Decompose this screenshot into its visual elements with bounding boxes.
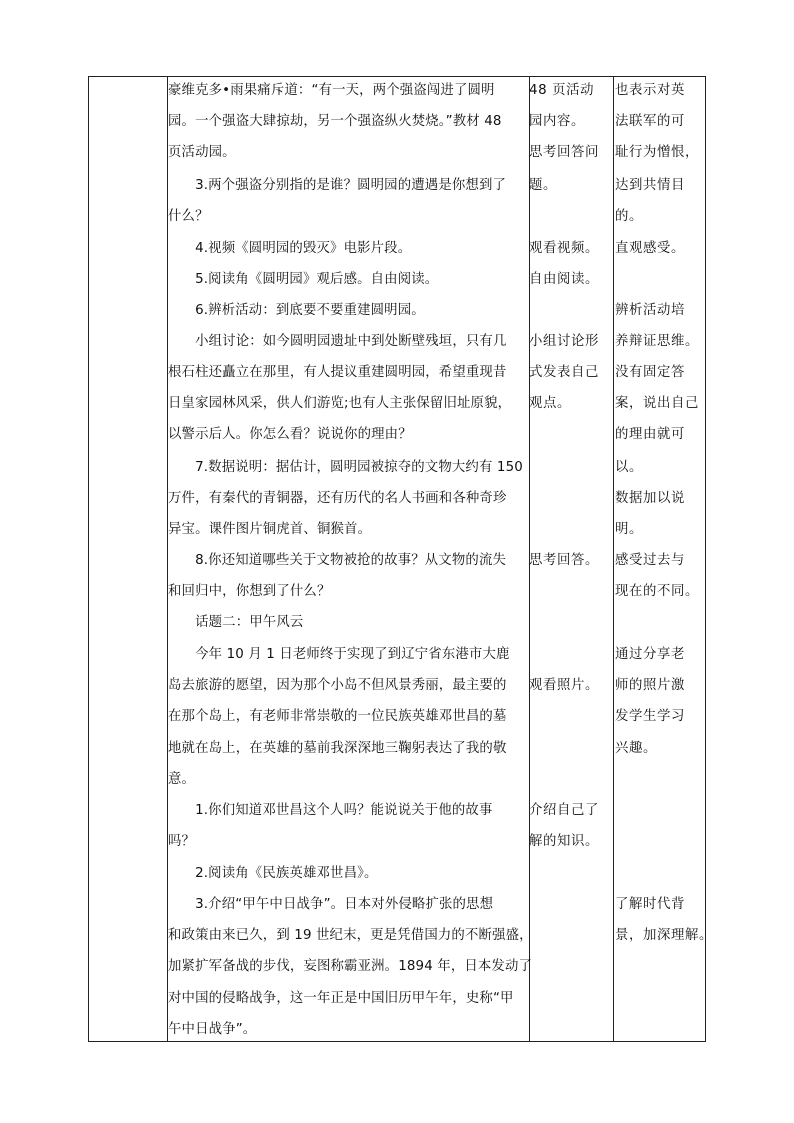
intent-line: 法联军的可	[615, 114, 685, 129]
content-line: 小组讨论：如今圆明园遗址中到处断壁残垣，只有几	[168, 334, 507, 349]
content-line: 岛去旅游的愿望，因为那个小岛不但风景秀丽，最主要的	[168, 678, 507, 693]
intent-line: 案，说出自己	[615, 396, 699, 411]
content-line: 在那个岛上，有老师非常崇敬的一位民族英雄邓世昌的墓	[168, 709, 507, 724]
intent-line: 没有固定答	[615, 365, 685, 380]
content-line: 吗？	[168, 834, 196, 849]
lesson-plan-table	[88, 76, 713, 1042]
intent-line: 数据加以说	[615, 491, 685, 506]
student-line: 观看视频。	[529, 241, 599, 256]
intent-line: 明。	[615, 522, 643, 537]
student-line: 小组讨论形	[529, 334, 599, 349]
intent-line: 了解时代背	[615, 897, 685, 912]
intent-line: 养辩证思维。	[615, 334, 699, 349]
student-activity-column	[529, 77, 607, 1041]
content-line: 园。一个强盗大肆掠劫，另一个强盗纵火焚烧。”教材 48	[168, 114, 502, 129]
content-line: 日皇家园林风采，供人们游览;也有人主张保留旧址原貌，	[168, 396, 512, 411]
student-line: 48 页活动	[529, 83, 595, 98]
content-line: 7.数据说明：据估计，圆明园被掠夺的文物大约有 150	[168, 460, 523, 475]
intent-line: 达到共情目	[615, 178, 685, 193]
content-line: 万件，有秦代的青铜器，还有历代的名人书画和各种奇珍	[168, 491, 507, 506]
teaching-content-column	[168, 77, 533, 1041]
content-line: 页活动园。	[168, 145, 236, 160]
content-line: 地就在岛上，在英雄的墓前我深深地三鞠躬表达了我的敬	[168, 741, 507, 756]
content-line: 1.你们知道邓世昌这个人吗？能说说关于他的故事	[168, 803, 493, 818]
design-intent-column	[615, 77, 713, 1041]
content-line: 5.阅读角《圆明园》观后感。自由阅读。	[168, 272, 439, 287]
student-line: 思考回答。	[529, 553, 599, 568]
student-line: 题。	[529, 178, 557, 193]
intent-line: 以。	[615, 460, 643, 475]
intent-line: 直观感受。	[615, 241, 685, 256]
intent-line: 景，加深理解。	[615, 928, 713, 943]
intent-line: 师的照片激	[615, 678, 685, 693]
content-line: 3.两个强盗分别指的是谁？圆明园的遭遇是你想到了	[168, 178, 507, 193]
content-line: 和回归中，你想到了什么？	[168, 584, 331, 599]
intent-line: 的理由就可	[615, 427, 685, 442]
student-line: 思考回答问	[529, 145, 599, 160]
intent-line: 现在的不同。	[615, 584, 699, 599]
content-line: 什么？	[168, 209, 209, 224]
content-line: 以警示后人。你怎么看？说说你的理由？	[168, 427, 412, 442]
student-line: 式发表自己	[529, 365, 599, 380]
intent-line: 兴趣。	[615, 741, 657, 756]
content-line: 8.你还知道哪些关于文物被抢的故事？从文物的流失	[168, 553, 507, 568]
content-line: 话题二：甲午风云	[168, 615, 304, 630]
intent-line: 发学生学习	[615, 709, 685, 724]
student-line: 解的知识。	[529, 834, 599, 849]
intent-line: 辨析活动培	[615, 303, 685, 318]
content-line: 加紧扩军备战的步伐，妄图称霸亚洲。1894 年，日本发动了	[168, 959, 533, 974]
student-line: 介绍自己了	[529, 803, 599, 818]
content-line: 对中国的侵略战争，这一年正是中国旧历甲午年，史称“甲	[168, 991, 514, 1006]
content-line: 4.视频《圆明园的毁灭》电影片段。	[168, 241, 412, 256]
intent-line: 的。	[615, 209, 643, 224]
student-line: 观点。	[529, 396, 571, 411]
content-line: 豪维克多•雨果痛斥道：“有一天，两个强盗闯进了圆明	[168, 83, 495, 98]
content-line: 6.辨析活动：到底要不要重建圆明园。	[168, 303, 425, 318]
column-divider	[613, 77, 614, 1041]
content-line: 今年 10 月 1 日老师终于实现了到辽宁省东港市大鹿	[168, 647, 510, 662]
intent-line: 感受过去与	[615, 553, 685, 568]
content-line: 根石柱还矗立在那里，有人提议重建圆明园，希望重现昔	[168, 365, 507, 380]
content-line: 3.介绍“甲午中日战争”。日本对外侵略扩张的思想	[168, 897, 494, 912]
student-line: 园内容。	[529, 114, 585, 129]
intent-line: 耻行为憎恨，	[615, 145, 699, 160]
content-line: 2.阅读角《民族英雄邓世昌》。	[168, 866, 378, 881]
student-line: 自由阅读。	[529, 272, 599, 287]
content-line: 午中日战争”。	[168, 1022, 257, 1037]
content-line: 异宝。课件图片铜虎首、铜猴首。	[168, 522, 372, 537]
content-line: 和政策由来已久，到 19 世纪末，更是凭借国力的不断强盛，	[168, 928, 533, 943]
intent-line: 也表示对英	[615, 83, 685, 98]
intent-line: 通过分享老	[615, 647, 685, 662]
content-line: 意。	[168, 772, 196, 787]
student-line: 观看照片。	[529, 678, 599, 693]
